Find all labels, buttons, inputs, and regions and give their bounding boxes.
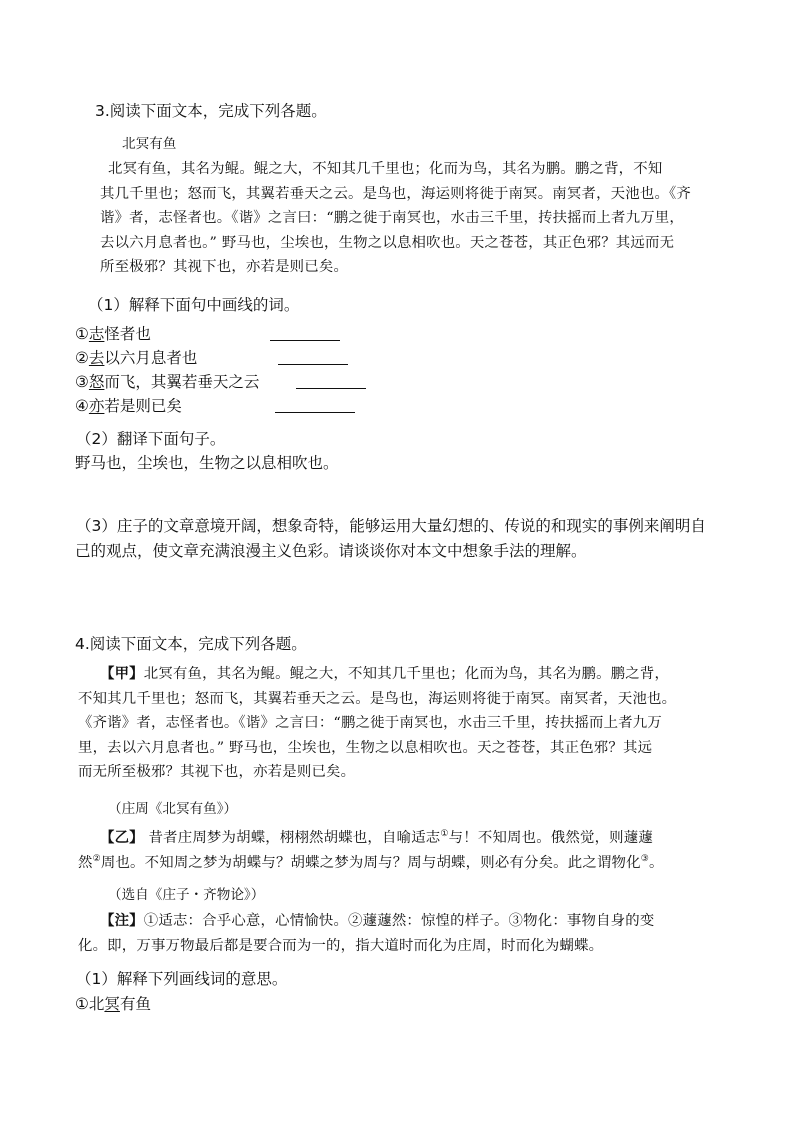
yi-text: 与！不知周也。俄然觉，则蘧蘧 <box>448 830 653 846</box>
q3-sub3-line: 己的观点，使文章充满浪漫主义色彩。请谈谈你对本文中想象手法的理解。 <box>75 542 587 560</box>
q4-note-line: 化。即，万事万物最后都是要合而为一的，指大道时而化为庄周，时而化为蝴蝶。 <box>78 937 604 954</box>
q3-passage-line: 去以六月息者也。” 野马也，尘埃也，生物之以息相吹也。天之苍苍，其正色邪？其远而无 <box>100 234 675 251</box>
footnote-mark: ③ <box>640 853 650 864</box>
q3-passage-line: 北冥有鱼，其名为鲲。鲲之大，不知其几千里也；化而为鸟，其名为鹏。鹏之背，不知 <box>108 161 663 177</box>
q4-note <box>78 909 654 958</box>
underlined-word: 冥 <box>104 995 120 1013</box>
q3-sub1-item <box>75 322 151 344</box>
item-number: ② <box>75 349 89 367</box>
q4-jia-passage <box>78 662 676 785</box>
item-number: ① <box>75 995 89 1013</box>
q4-jia-line: 而无所至极邪？其视下也，亦若是则已矣。 <box>78 764 356 780</box>
q4-sub1-item <box>75 992 151 1014</box>
q3-sub1-item <box>75 346 197 368</box>
q3-sub2-prompt: （2）翻译下面句子。 <box>76 430 226 448</box>
q4-yi-line <box>78 826 664 851</box>
q4-prompt: 4.阅读下面文本，完成下列各题。 <box>75 635 307 653</box>
answer-blank[interactable] <box>296 387 366 389</box>
answer-blank[interactable] <box>278 363 348 365</box>
q4-yi-passage <box>78 826 664 875</box>
note-label: 【注】 <box>100 913 144 929</box>
item-number: ① <box>75 325 89 343</box>
q4-sub1-prompt: （1）解释下列画线词的意思。 <box>76 970 288 988</box>
item-number: ④ <box>75 397 89 415</box>
q3-passage-line: 谐》者，志怪者也。《谐》之言曰：“鹏之徙于南冥也，水击三千里，抟扶摇而上者九万里， <box>100 210 684 226</box>
q4-jia-line: 《齐谐》者，志怪者也。《谐》之言曰：“鹏之徙于南冥也，水击三千里，抟扶摇而上者九万 <box>78 715 662 731</box>
jia-text: 北冥有鱼，其名为鲲。鲲之大，不知其几千里也；化而为鸟，其名为鹏。鹏之背， <box>143 666 670 682</box>
item-text: 若是则已矣 <box>104 397 182 415</box>
underlined-word: 怒 <box>88 373 105 391</box>
underlined-word: 志 <box>88 325 105 343</box>
yi-text: 。 <box>649 854 664 871</box>
item-text: 以六月息者也 <box>104 349 198 367</box>
q3-sub2-sentence: 野马也，尘埃也，生物之以息相吹也。 <box>75 454 339 472</box>
q3-passage-line: 所至极邪？其视下也，亦若是则已矣。 <box>100 259 349 275</box>
item-text: 而飞，其翼若垂天之云 <box>104 373 260 391</box>
q3-sub3-line: （3）庄子的文章意境开阔，想象奇特，能够运用大量幻想的、传说的和现实的事例来阐明自 <box>76 517 706 535</box>
q4-yi-line <box>78 851 664 876</box>
yi-text: 然 <box>78 854 93 871</box>
underlined-word: 亦 <box>88 397 105 415</box>
item-text: 北 <box>88 995 105 1013</box>
underlined-word: 去 <box>88 349 105 367</box>
q4-jia-line <box>78 662 676 687</box>
q4-jia-line: 不知其几千里也；怒而飞，其翼若垂天之云。是鸟也，海运则将徙于南冥。南冥者，天池也。 <box>78 690 677 707</box>
item-text: 有鱼 <box>119 995 151 1013</box>
q3-passage <box>100 157 691 280</box>
q3-passage-line: 其几千里也；怒而飞，其翼若垂天之云。是鸟也，海运则将徙于南冥。南冥者，天池也。《齐 <box>100 185 692 202</box>
footnote-mark: ① <box>440 829 449 839</box>
item-text: 怪者也 <box>104 325 151 343</box>
yi-text: 昔者庄周梦为胡蝶，栩栩然胡蝶也，自喻适志 <box>148 830 441 846</box>
q4-yi-source: （选自《庄子・齐物论》） <box>108 887 265 903</box>
jia-label: 【甲】 <box>100 666 144 682</box>
q3-sub1-item <box>75 370 259 392</box>
yi-text: 周也。不知周之梦为胡蝶与？胡蝶之梦为周与？周与胡蝶，则必有分矣。此之谓物化 <box>100 854 641 871</box>
footnote-mark: ② <box>92 853 101 864</box>
q4-note-line <box>78 909 654 934</box>
q3-sub1-item <box>75 394 182 416</box>
answer-blank[interactable] <box>270 339 340 341</box>
note-text: ①适志：合乎心意，心情愉快。②蘧蘧然：惊惶的样子。③物化：事物自身的变 <box>143 913 655 929</box>
q4-jia-line: 里，去以六月息者也。” 野马也，尘埃也，生物之以息相吹也。天之苍苍，其正色邪？其远 <box>78 739 653 756</box>
q3-prompt: 3.阅读下面文本，完成下列各题。 <box>95 102 327 120</box>
yi-label: 【乙】 <box>100 830 144 846</box>
item-number: ③ <box>75 373 89 391</box>
q3-sub1-prompt: （1）解释下面句中画线的词。 <box>88 296 300 314</box>
q3-passage-title: 北冥有鱼 <box>122 136 177 152</box>
answer-blank[interactable] <box>275 411 355 413</box>
q4-jia-source: （庄周《北冥有鱼》） <box>108 801 238 817</box>
